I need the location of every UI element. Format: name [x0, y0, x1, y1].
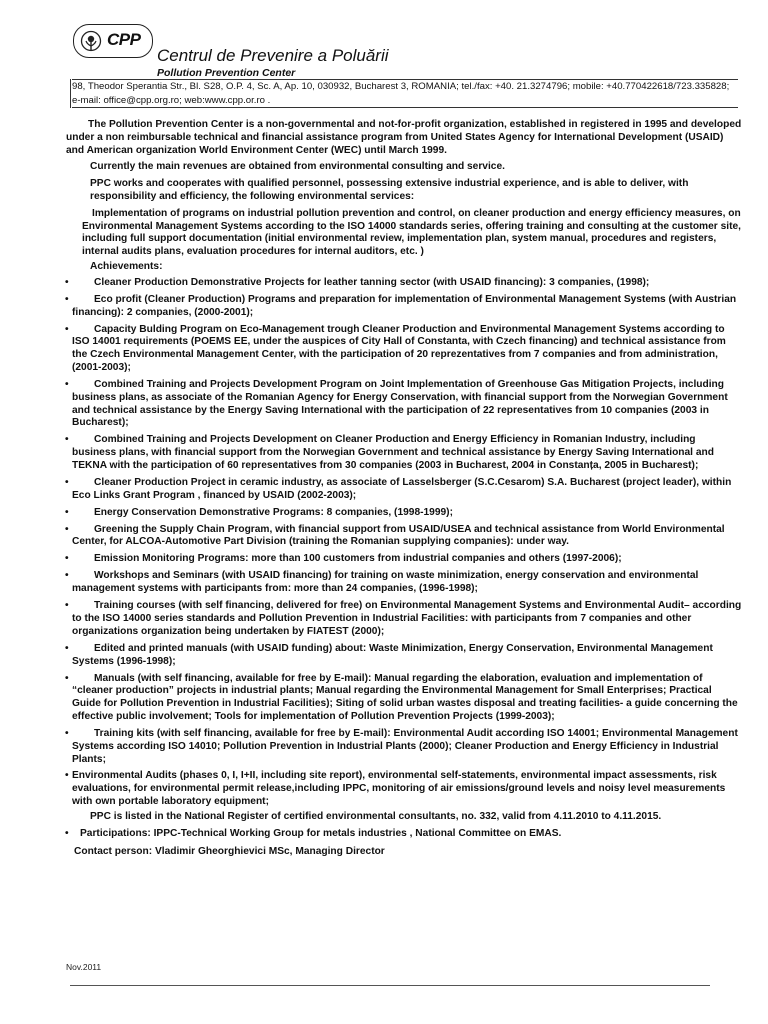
bullet-icon: • [65, 378, 69, 390]
list-item [66, 643, 742, 669]
list-item-text: Training courses (with self financing, delivered for free) on Environmental Management Systems and Environmental Audit– according to the ISO 14000 series standards and Pollution Prevention in Industrial Facilities: with participants from 7 companies and other organizations organization being undertaken by FIATEST (2000); [72, 600, 742, 637]
achievements-list [66, 277, 742, 809]
list-item-text: Workshops and Seminars (with USAID financing) for training on waste minimization, energy conservation and environmental management systems with participants from: more than 24 companies, (1996-1998); [72, 570, 699, 595]
bullet-icon: • [65, 323, 69, 335]
intro-paragraph: The Pollution Prevention Center is a non-governmental and not-for-profit organization, established in registered in 1995 and developed under a non reimbursable technical and financial assistance program from United States Agency for International Development (USAID) and American organization World Environment Center (WEC) until March 1999. [66, 119, 742, 156]
contact-line: e-mail: office@cpp.org.ro; web:www.cpp.or.ro . [72, 95, 271, 106]
list-item-text: Greening the Supply Chain Program, with financial support from USAID/USEA and technical assistance from World Environmental Center, for ALCOA-Automotive Part Division (training the Romanian supplying companies): under way. [72, 523, 725, 548]
list-item-text: Emission Monitoring Programs: more than 100 customers from industrial companies and others (1997-2006); [94, 553, 622, 565]
participations-text: Participations: IPPC-Technical Working Group for metals industries , National Committee on EMAS. [80, 827, 562, 839]
bullet-icon: • [65, 600, 69, 612]
list-item-text: Capacity Bulding Program on Eco-Management trough Cleaner Production and Environmental Management Systems according to ISO 14001 requirements (POEMS EE, under the auspices of City Hall of Constanta, with Czech financing) and technical assistance from the Czech Environmental Management Center, with the participation of 20 reprezentatives from 7 companies and from administration, (2001-2003); [72, 323, 726, 373]
list-item [66, 434, 742, 472]
revenues-paragraph: Currently the main revenues are obtained from environmental consulting and service. [90, 161, 505, 173]
bullet-icon: • [65, 276, 69, 288]
list-item-text: Environmental Audits (phases 0, I, I+II, including site report), environmental self-statements, environmental impact assessments, risk evaluations, for environmental permit release,including IPPC, monitoring of air emissions/ground levels and noisy level measurements with own portable laboratory equipment; [72, 770, 726, 808]
list-item [66, 728, 742, 766]
list-item-text: Combined Training and Projects Development Program on Joint Implementation of Greenhouse Gas Mitigation Projects, including business plans, as associate of the Romanian Agency for Energy Conservation, with financial support from the Norwegian Government and technical assistance by the Energy Saving International with the participation of 22 representatives from 10 companies (2003 in Bucharest); [72, 378, 728, 429]
list-item-text: Eco profit (Cleaner Production) Programs and preparation for implementation of Environmental Management Systems (with Austrian financing): 2 companies, (2000-2001); [72, 293, 737, 318]
header-rule-top [72, 79, 738, 80]
bullet-icon: • [65, 672, 69, 684]
bullet-icon: • [65, 570, 69, 582]
header-rule-bottom [72, 107, 738, 108]
list-item [66, 379, 742, 430]
bullet-icon: • [65, 827, 69, 839]
header-side-rule [70, 79, 71, 108]
address-line: 98, Theodor Sperantia Str., Bl. S28, O.P. 4, Sc. A, Ap. 10, 030932, Bucharest 3, ROMANIA; tel./fax: +40. 21.3274796; mobile: +40.770422618/723.335828; [72, 81, 730, 92]
bullet-icon: • [65, 506, 69, 518]
org-subtitle: Pollution Prevention Center [157, 67, 296, 79]
bullet-icon: • [65, 770, 69, 782]
register-paragraph: PPC is listed in the National Register of certified environmental consultants, no. 332, valid from 4.11.2010 to 4.11.2015. [90, 810, 662, 822]
org-title: Centrul de Prevenire a Poluării [157, 46, 389, 65]
list-item [66, 507, 742, 520]
list-item-text: Manuals (with self financing, available for free by E-mail): Manual regarding the elaboration, evaluation and implementation of “cleaner production” projects in industrial plants; Manual regarding the Environmental Management for Small Enterprises; Practical Guide for Pollution Prevention in Industrial Facilities); Siting of solid urban wastes disposal and treating facilities- a guide concerning the effective public involvement; Tools for implementation of Pollution Prevention Projects (1999-2003); [72, 672, 738, 722]
cpp-logo [73, 24, 153, 58]
list-item [66, 673, 742, 724]
list-item [66, 570, 742, 596]
list-item-text: Combined Training and Projects Development on Cleaner Production and Energy Efficiency in Romanian Industry, including business plans, with financial support from the Norwegian Government and technical assistance by Energy Saving International and TEKNA with the participation of 60 representatives from 30 companies (2003 in Bucharest, 2004 in Constanța, 2005 in Bucharest); [72, 434, 714, 471]
list-item-text: Edited and printed manuals (with USAID funding) about: Waste Minimization, Energy Conservation, Environmental Management Systems (1996-1998); [72, 642, 713, 667]
list-item [66, 524, 742, 550]
bullet-icon: • [65, 642, 69, 654]
bullet-icon: • [65, 727, 69, 739]
bullet-icon: • [65, 434, 69, 446]
services-paragraph: PPC works and cooperates with qualified personnel, possessing extensive industrial experience, and is able to deliver, with responsibility and efficiency, the following environmental services: [90, 178, 689, 202]
sunflower-icon [80, 30, 102, 52]
document-body [66, 119, 742, 859]
list-item-text: Training kits (with self financing, available for free by E-mail): Environmental Audit according ISO 14001; Environmental Management Systems according ISO 14010; Pollution Prevention in Industrial Plants (2000); Cleaner Production and Energy Efficiency in Industrial Plants; [72, 727, 738, 765]
bullet-icon: • [65, 523, 69, 535]
logo-text: CPP [107, 30, 141, 49]
list-item [66, 770, 742, 808]
contact-person: Contact person: Vladimir Gheorghievici MSc, Managing Director [74, 846, 385, 858]
list-item-text: Cleaner Production Demonstrative Projects for leather tanning sector (with USAID financing): 3 companies, (1998); [94, 276, 650, 288]
participations-list [66, 828, 742, 841]
list-item [66, 600, 742, 638]
list-item-text: Energy Conservation Demonstrative Programs: 8 companies, (1998-1999); [94, 506, 453, 518]
list-item [66, 277, 742, 290]
document-date: Nov.2011 [66, 962, 102, 972]
achievements-heading: Achievements: [90, 260, 163, 272]
list-item-text: Cleaner Production Project in ceramic industry, as associate of Lasselsberger (S.C.Cesarom) S.A. Bucharest (project leader), within Eco Links Grant Program , financed by USAID (2002-2003); [72, 476, 732, 501]
list-item [66, 553, 742, 566]
list-item [66, 828, 742, 841]
bullet-icon: • [65, 476, 69, 488]
list-item [66, 324, 742, 375]
bullet-icon: • [65, 553, 69, 565]
footer-rule [70, 985, 710, 986]
implementation-paragraph: Implementation of programs on industrial pollution prevention and control, on cleaner production and energy efficiency measures, on Environmental Management Systems according to the ISO 14000 standards series, offering training and consulting at the customer site, including full support documentation (initial environmental review, implementation plan, system manual, procedures and registers, internal audits plans, evaluation procedures for internal auditors, etc. ) [82, 207, 741, 258]
bullet-icon: • [65, 293, 69, 305]
list-item [66, 294, 742, 320]
list-item [66, 477, 742, 503]
